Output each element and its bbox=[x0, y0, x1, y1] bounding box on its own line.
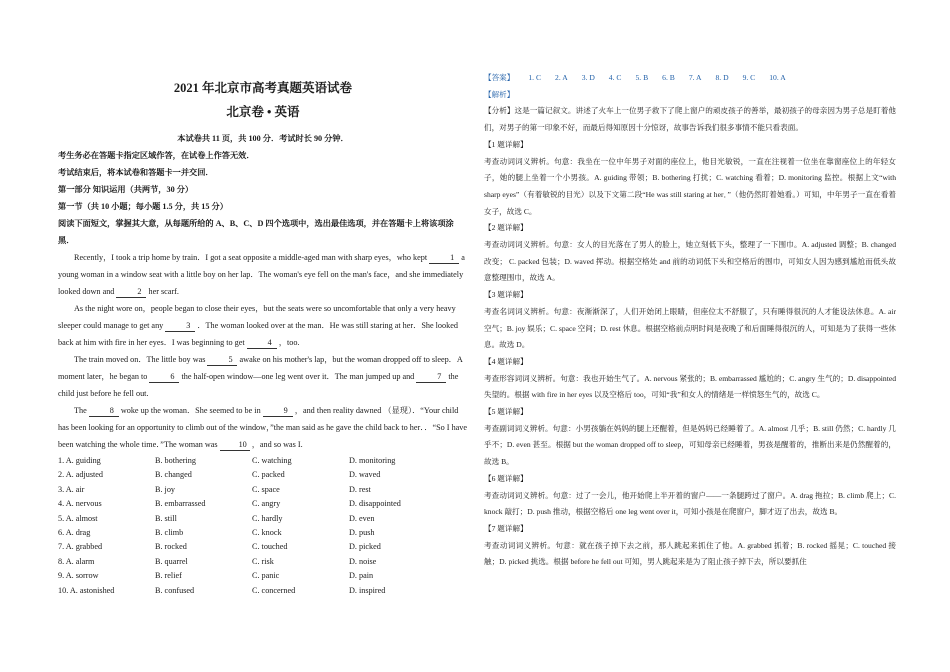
option-row-8 bbox=[58, 555, 468, 569]
passage-text: The bbox=[74, 406, 87, 415]
passage-text: Recently，I took a trip home by train．I got a seat opposite a middle-aged man with sharp eyes，who kept bbox=[74, 253, 428, 262]
option-c: C. packed bbox=[252, 470, 285, 480]
option-b: B. climb bbox=[155, 528, 184, 538]
q6-heading: 【6 题详解】 bbox=[484, 473, 528, 483]
option-b: B. joy bbox=[155, 484, 176, 494]
passage-text: a young woman in a window seat with a little boy on her lap．The woman's eye fell on the man's face，and she immediately looked down and bbox=[58, 253, 465, 296]
q1-heading: 【1 题详解】 bbox=[484, 139, 528, 149]
blank-10: 10 bbox=[220, 440, 250, 451]
q1-explanation: 考查动词词义辨析。句意：我坐在一位中年男子对面的座位上，他目光敏锐，一直在注视着一位坐在靠窗座位上的年轻女子，她的腿上坐着一个小男孩。A. guiding 带领；B. bothering 打扰；C. watching 看着；D. monitoring 监控。根据上文“with sharp eyes”（有着敏锐的目光）以及下文第二段“He was still staring at her．”（他仍然盯着她看。）可知，中年男子一直在看着女子，故选 C。 bbox=[484, 156, 896, 216]
option-d: D. even bbox=[349, 513, 375, 523]
option-d: D. pain bbox=[349, 571, 374, 581]
passage-paragraph-1 bbox=[58, 249, 468, 300]
blank-7: 7 bbox=[416, 372, 446, 383]
q2-heading: 【2 题详解】 bbox=[484, 223, 528, 233]
section-heading: 第一部分 知识运用（共两节，30 分） bbox=[58, 185, 194, 194]
blank-3: 3 bbox=[165, 321, 195, 332]
answer-label: 【答案】 bbox=[484, 73, 515, 82]
option-a: 6. A. drag bbox=[58, 528, 91, 538]
option-c: C. concerned bbox=[252, 585, 296, 595]
passage-text: ，and then reality dawned （显现）．“Your child has been looking for an opportunity to climb out of the window，”the man said as he gave the child back to her．．“So I have been watching the whole time．”The woman was bbox=[58, 406, 468, 449]
subsection-heading: 第一节（共 10 小题；每小题 1.5 分，共 15 分） bbox=[58, 202, 228, 211]
task-directions: 阅读下面短文，掌握其大意，从每题所给的 A、B、C、D 四个选项中，选出最佳选项，并在答题卡上将该项涂黑． bbox=[58, 219, 454, 245]
answer-key bbox=[484, 70, 896, 87]
q2-explanation: 考查动词词义辨析。句意：女人的目光落在了男人的脸上，她立刻低下头，整理了一下围巾。A. adjusted 调整；B. changed 改变； C. packed 包装；D. waved 挥动。根据空格处 and 前的动词低下头和空格后的围巾，可知女人因为感到尴尬而低头故意整理围巾，故选 A。 bbox=[484, 240, 896, 283]
option-row-10 bbox=[58, 584, 468, 598]
option-a: 5. A. almost bbox=[58, 513, 98, 523]
q3-heading: 【3 题详解】 bbox=[484, 290, 528, 300]
left-column bbox=[58, 70, 468, 598]
passage-text: woke up the woman．She seemed to be in bbox=[120, 406, 261, 415]
answer-item: 3. D bbox=[581, 73, 595, 82]
q7-explanation: 考查动词词义辨析。句意：就在孩子掉下去之前，那人跳起来抓住了他。A. grabbed 抓着；B. rocked 摇晃；C. touched 接触；D. picked 挑选。根据 before he fell out 可知，男人跳起来是为了阻止孩子掉下去，所以要抓住 bbox=[484, 540, 896, 567]
q5-explanation: 考查副词词义辨析。句意：小男孩躺在妈妈的腿上还醒着，但是妈妈已经睡着了。A. almost 几乎；B. still 仍然；C. hardly 几乎不；D. even 甚至。根据 but the woman dropped off to sleep，可知母亲已经睡着，男孩是醒着的，推断出来是仍然醒着的，故选 B。 bbox=[484, 423, 896, 467]
option-a: 7. A. grabbed bbox=[58, 542, 103, 552]
option-row-7 bbox=[58, 540, 468, 554]
option-b: B. bothering bbox=[155, 456, 196, 465]
option-b: B. confused bbox=[155, 585, 195, 595]
option-c: C. touched bbox=[252, 542, 288, 552]
passage-paragraph-3 bbox=[58, 351, 468, 402]
passage-text: the child just before he fell out. bbox=[58, 372, 459, 398]
right-column bbox=[484, 70, 896, 571]
option-b: B. rocked bbox=[155, 542, 187, 552]
option-row-6 bbox=[58, 526, 468, 540]
answer-item: 2. A bbox=[555, 73, 568, 82]
blank-4: 4 bbox=[247, 338, 277, 349]
option-d: D. waved bbox=[349, 470, 381, 480]
option-d: D. push bbox=[349, 528, 375, 538]
instruction-line: 本试卷共 11 页，共 100 分．考试时长 90 分钟． bbox=[177, 134, 349, 143]
answer-item: 8. D bbox=[715, 73, 729, 82]
option-b: B. still bbox=[155, 513, 177, 523]
passage-text: The train moved on．The little boy was bbox=[74, 355, 206, 364]
option-d: D. monitoring bbox=[349, 456, 396, 465]
blank-5: 5 bbox=[207, 355, 237, 366]
page-title: 2021 年北京市高考真题英语试卷 bbox=[173, 81, 353, 95]
answer-item: 4. C bbox=[608, 73, 622, 82]
option-c: C. angry bbox=[252, 499, 281, 509]
answer-item: 1. C bbox=[528, 73, 542, 82]
answer-item: 6. B bbox=[662, 73, 675, 82]
q4-heading: 【4 题详解】 bbox=[484, 356, 528, 366]
blank-1: 1 bbox=[429, 253, 459, 264]
passage-text: awake on his mother's lap，but the woman dropped off to sleep．A moment later，he began to bbox=[58, 355, 463, 381]
option-b: B. relief bbox=[155, 571, 182, 581]
option-c: C. space bbox=[252, 484, 280, 494]
option-c: C. hardly bbox=[252, 513, 283, 523]
blank-2: 2 bbox=[116, 287, 146, 298]
q7-heading: 【7 题详解】 bbox=[484, 523, 528, 533]
options-table bbox=[58, 454, 468, 598]
option-row-3 bbox=[58, 483, 468, 497]
passage-paragraph-2 bbox=[58, 300, 468, 351]
blank-6: 6 bbox=[149, 372, 179, 383]
option-d: D. inspired bbox=[349, 585, 386, 595]
option-row-5 bbox=[58, 512, 468, 526]
q3-explanation: 考查名词词义辨析。句意：夜渐渐深了，人们开始闭上眼睛，但座位太不舒服了，只有睡得很沉的人才能设法休息。A. air 空气；B. joy 娱乐；C. space 空间；D. rest 休息。根据空格前点明时间是夜晚了和后面睡得很沉的人，可知是为了获得一些休息。故选 D。 bbox=[484, 306, 896, 350]
option-row-4 bbox=[58, 497, 468, 511]
option-row-1 bbox=[58, 454, 468, 468]
passage-text: ，too. bbox=[278, 338, 300, 347]
option-row-9 bbox=[58, 569, 468, 583]
option-a: 2. A. adjusted bbox=[58, 470, 104, 480]
option-c: C. panic bbox=[252, 571, 280, 581]
option-c: C. knock bbox=[252, 528, 282, 538]
passage-text: the half-open window—one leg went over it．The man jumped up and bbox=[181, 372, 415, 381]
option-a: 3. A. air bbox=[58, 484, 85, 494]
passage-text: ．The woman looked over at the man．He was still staring at her．She looked back at him with fire in her eyes．I was beginning to get bbox=[58, 321, 458, 347]
passage-text: As the night wore on，people began to close their eyes，but the seats were so uncomfortable that only a very heavy sleeper could manage to get any bbox=[58, 304, 456, 330]
option-d: D. noise bbox=[349, 556, 377, 566]
answer-item: 7. A bbox=[688, 73, 702, 82]
instruction-line: 考生务必在答题卡指定区域作答，在试卷上作答无效． bbox=[58, 151, 255, 160]
option-a: 9. A. sorrow bbox=[58, 571, 99, 581]
answer-item: 10. A bbox=[769, 73, 786, 82]
page-subtitle: 北京卷 • 英语 bbox=[226, 105, 300, 119]
q6-explanation: 考查动词词义辨析。句意：过了一会儿，他开始爬上半开着的窗户——一条腿跨过了窗户。A. drag 拖拉；B. climb 爬上；C. knock 敲打；D. push 推动，根据空格后 one leg went over it，可知小孩是在爬窗户，脚才迈了出去，故选 B。 bbox=[484, 490, 896, 517]
option-a: 10. A. astonished bbox=[58, 585, 115, 595]
blank-8: 8 bbox=[89, 406, 119, 417]
option-d: D. disappointed bbox=[349, 499, 401, 509]
q4-explanation: 考查形容词词义辨析。句意：我也开始生气了。A. nervous 紧张的；B. embarrassed 尴尬的；C. angry 生气的；D. disappointed 失望的。根据 with fire in her eyes 以及空格后 too，可知“我”和女人的情绪是一样愤怒生气的，故选 C。 bbox=[484, 373, 896, 400]
passage-paragraph-4 bbox=[58, 402, 468, 453]
option-b: B. embarrassed bbox=[155, 499, 206, 509]
option-row-2 bbox=[58, 468, 468, 482]
answer-item: 5. B bbox=[635, 73, 649, 82]
q5-heading: 【5 题详解】 bbox=[484, 407, 528, 417]
option-c: C. risk bbox=[252, 556, 274, 566]
option-d: D. rest bbox=[349, 484, 371, 494]
answer-item: 9. C bbox=[742, 73, 756, 82]
passage-text: ，and so was I. bbox=[251, 440, 303, 449]
blank-9: 9 bbox=[263, 406, 293, 417]
option-b: B. quarrel bbox=[155, 556, 188, 566]
option-a: 4. A. nervous bbox=[58, 499, 102, 509]
passage-text: her scarf. bbox=[148, 287, 179, 296]
option-b: B. changed bbox=[155, 470, 192, 480]
option-d: D. picked bbox=[349, 542, 381, 552]
instruction-line: 考试结束后，将本试卷和答题卡一并交回． bbox=[58, 168, 214, 177]
option-c: C. watching bbox=[252, 456, 292, 465]
analysis-label: 【解析】 bbox=[484, 89, 515, 99]
analysis-overview: 【分析】这是一篇记叙文。讲述了火车上一位男子救下了爬上窗户的顽皮孩子的善举，最初孩子的母亲因为男子总是盯着他们，对男子的第一印象不好，而最后得知原因十分惊讶，故事告诉我们很多事情不能只看表面。 bbox=[484, 106, 896, 133]
option-a: 8. A. alarm bbox=[58, 556, 95, 566]
option-a: 1. A. guiding bbox=[58, 456, 101, 465]
